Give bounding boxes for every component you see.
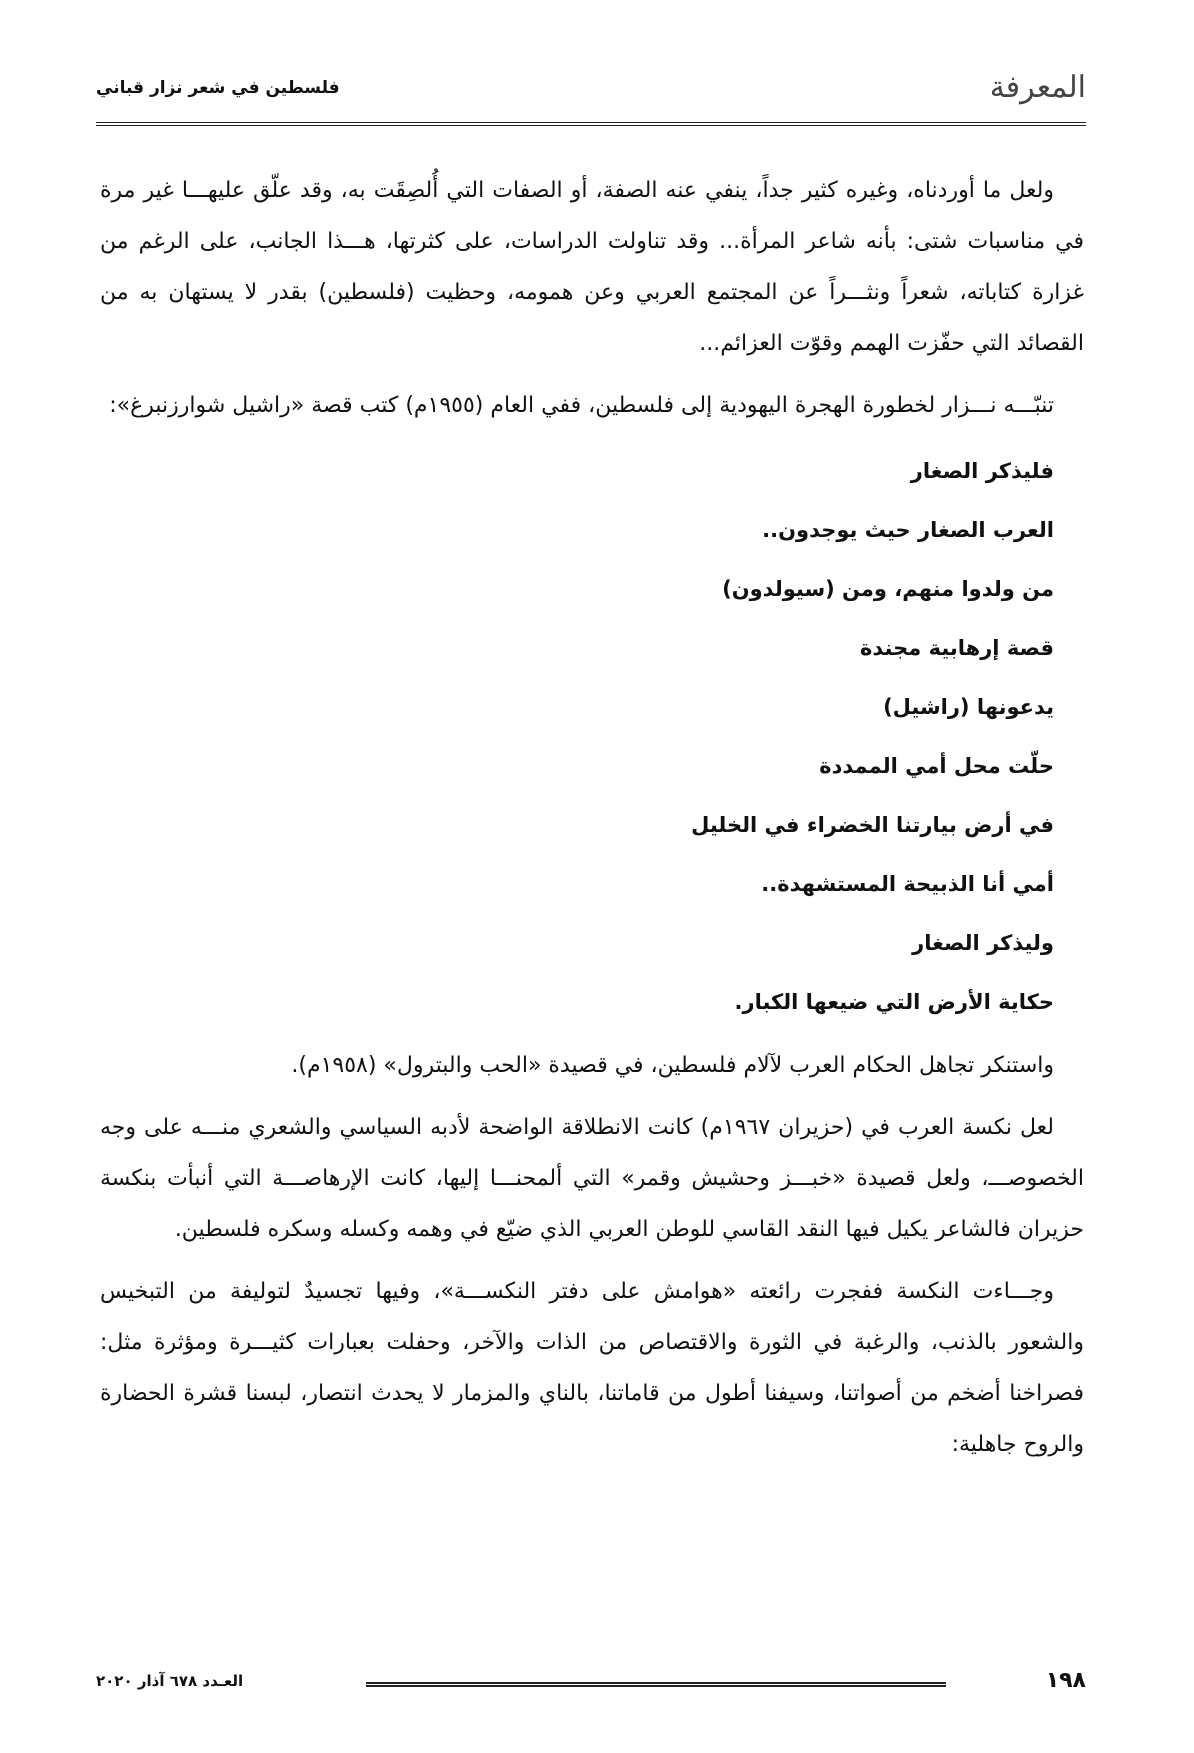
- page-footer: [96, 1668, 1086, 1708]
- poem-verse: أمي أنا الذبيحة المستشهدة..: [761, 872, 1054, 896]
- paragraph: تنبّـــه نـــزار لخطورة الهجرة اليهودية إلى فلسطين، ففي العام (١٩٥٥م) كتب قصة «راشيل شوارزنبرغ»:: [109, 393, 1054, 418]
- paragraph: واستنكر تجاهل الحكام العرب لآلام فلسطين، في قصيدة «الحب والبترول» (١٩٥٨م).: [291, 1053, 1054, 1078]
- journal-logo: المعرفة: [989, 70, 1086, 105]
- running-title: فلسطين في شعر نزار قباني: [96, 78, 340, 98]
- poem-verse: قصة إرهابية مجندة: [860, 636, 1054, 660]
- poem-excerpt: [100, 442, 1084, 1032]
- poem-verse: حلّت محل أمي الممددة: [819, 754, 1054, 778]
- poem-verse: العرب الصغار حيث يوجدون..: [762, 518, 1054, 542]
- paragraph: وجـــاءت النكسة ففجرت رائعته «هوامش على دفتر النكســـة»، وفيها تجسيدٌ لتوليفة من التبخيس والشعور بالذنب، والرغبة في الثورة والاقتصاص من الذات والآخر، وحفلت بعبارات كثيـــرة ومؤثرة مثل: فصراخنا أضخم من أصواتنا، وسيفنا أطول من قاماتنا، بالناي والمزمار لا يحدث انتصار، لبسنا قشرة الحضارة والروح جاهلية:: [100, 1279, 1084, 1457]
- header-divider: [96, 122, 1086, 126]
- page-header: [96, 62, 1086, 110]
- poem-verse: في أرض بيارتنا الخضراء في الخليل: [691, 813, 1054, 837]
- paragraph: ولعل ما أوردناه، وغيره كثير جداً، ينفي عنه الصفة، أو الصفات التي أُلصِقَت به، وقد علّق عليهـــا غير مرة في مناسبات شتى: بأنه شاعر المرأة... وقد تناولت الدراسات، على كثرتها، هـــذا الجانب، على الرغم من غزارة كتاباته، شعراً ونثـــراً عن المجتمع العربي وعن همومه، وحظيت (فلسطين) بقدر لا يستهان به من القصائد التي حفّزت الهمم وقوّت العزائم...: [100, 178, 1084, 356]
- poem-verse: من ولدوا منهم، ومن (سيولدون): [722, 577, 1054, 601]
- footer-divider: [366, 1682, 946, 1687]
- paragraph: لعل نكسة العرب في (حزيران ١٩٦٧م) كانت الانطلاقة الواضحة لأدبه السياسي والشعري منـــه على وجه الخصوصـــ، ولعل قصيدة «خبـــز وحشيش وقمر» التي ألمحنـــا إليها، كانت الإرهاصـــة التي أنبأت بنكسة حزيران فالشاعر يكيل فيها النقد القاسي للوطن العربي الذي ضيّع في وهمه وكسله وسكره فلسطين.: [100, 1115, 1084, 1242]
- poem-verse: حكاية الأرض التي ضيعها الكبار.: [734, 990, 1054, 1014]
- poem-verse: يدعونها (راشيل): [883, 695, 1054, 719]
- poem-verse: وليذكر الصغار: [912, 931, 1054, 955]
- article-body: [100, 165, 1084, 1481]
- poem-verse: فليذكر الصغار: [910, 459, 1054, 483]
- page-number: ١٩٨: [1045, 1668, 1086, 1693]
- issue-info: العـدد ٦٧٨ آذار ٢٠٢٠: [96, 1672, 244, 1690]
